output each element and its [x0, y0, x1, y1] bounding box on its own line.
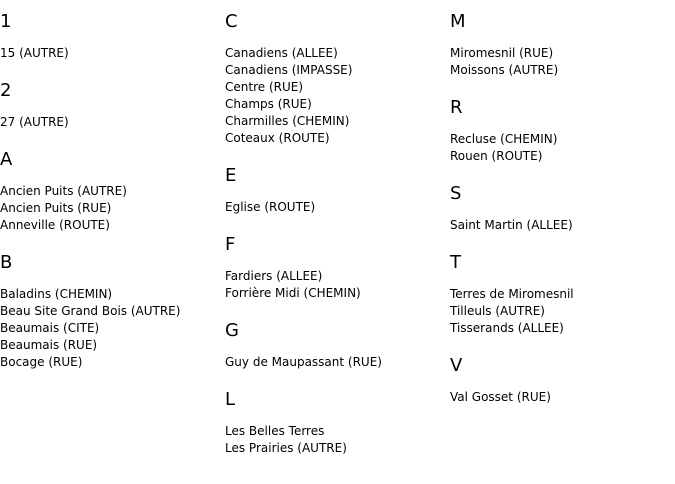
letter-section: [450, 355, 675, 406]
street-entry: 15 (AUTRE): [0, 46, 69, 60]
street-entry: Champs (RUE): [225, 97, 312, 111]
section-letter-heading: 1: [0, 11, 12, 32]
street-entry: Recluse (CHEMIN): [450, 132, 558, 146]
letter-section: [0, 252, 225, 371]
street-entry: Rouen (ROUTE): [450, 149, 543, 163]
letter-section: [450, 11, 675, 79]
street-entry: Val Gosset (RUE): [450, 390, 551, 404]
section-letter-heading: V: [450, 355, 463, 376]
letter-section: [0, 80, 225, 131]
section-letter-heading: C: [225, 11, 238, 32]
street-entry: Coteaux (ROUTE): [225, 131, 330, 145]
section-letter-heading: E: [225, 165, 237, 186]
letter-section: [0, 149, 225, 234]
letter-section: [450, 97, 675, 165]
street-entry: Fardiers (ALLEE): [225, 269, 323, 283]
street-entry: Ancien Puits (AUTRE): [0, 184, 127, 198]
street-entry: Canadiens (ALLEE): [225, 46, 338, 60]
section-letter-heading: 2: [0, 80, 12, 101]
street-entry: Tisserands (ALLEE): [450, 321, 564, 335]
street-entry: Beau Site Grand Bois (AUTRE): [0, 304, 181, 318]
letter-section: [225, 11, 450, 147]
street-entry: Centre (RUE): [225, 80, 304, 94]
street-entry: Canadiens (IMPASSE): [225, 63, 353, 77]
street-entry: Miromesnil (RUE): [450, 46, 554, 60]
street-entry: Terres de Miromesnil: [450, 287, 574, 301]
section-letter-heading: M: [450, 11, 466, 32]
section-letter-heading: R: [450, 97, 463, 118]
street-entry: Baladins (CHEMIN): [0, 287, 113, 301]
section-letter-heading: G: [225, 320, 239, 341]
letter-section: [225, 389, 450, 457]
street-entry: Eglise (ROUTE): [225, 200, 316, 214]
section-letter-heading: B: [0, 252, 13, 273]
street-entry: Forrière Midi (CHEMIN): [225, 286, 361, 300]
letter-section: [225, 165, 450, 216]
street-entry: Beaumais (RUE): [0, 338, 98, 352]
street-entry: Tilleuls (AUTRE): [450, 304, 545, 318]
letter-section: [450, 252, 675, 337]
letter-section: [225, 320, 450, 371]
section-letter-heading: L: [225, 389, 236, 410]
street-entry: Moissons (AUTRE): [450, 63, 559, 77]
street-index-column-3: [450, 11, 675, 424]
letter-section: [450, 183, 675, 234]
section-letter-heading: F: [225, 234, 236, 255]
street-entry: Guy de Maupassant (RUE): [225, 355, 382, 369]
street-entry: Ancien Puits (RUE): [0, 201, 112, 215]
street-entry: Beaumais (CITE): [0, 321, 100, 335]
letter-section: [225, 234, 450, 302]
street-entry: Bocage (RUE): [0, 355, 83, 369]
letter-section: [0, 11, 225, 62]
street-entry: Anneville (ROUTE): [0, 218, 110, 232]
section-letter-heading: A: [0, 149, 13, 170]
street-entry: Les Belles Terres: [225, 424, 325, 438]
section-letter-heading: T: [450, 252, 461, 273]
street-entry: 27 (AUTRE): [0, 115, 69, 129]
street-index-column-1: [0, 11, 225, 389]
street-index-column-2: [225, 11, 450, 475]
street-entry: Saint Martin (ALLEE): [450, 218, 573, 232]
street-entry: Charmilles (CHEMIN): [225, 114, 350, 128]
section-letter-heading: S: [450, 183, 462, 204]
street-entry: Les Prairies (AUTRE): [225, 441, 347, 455]
